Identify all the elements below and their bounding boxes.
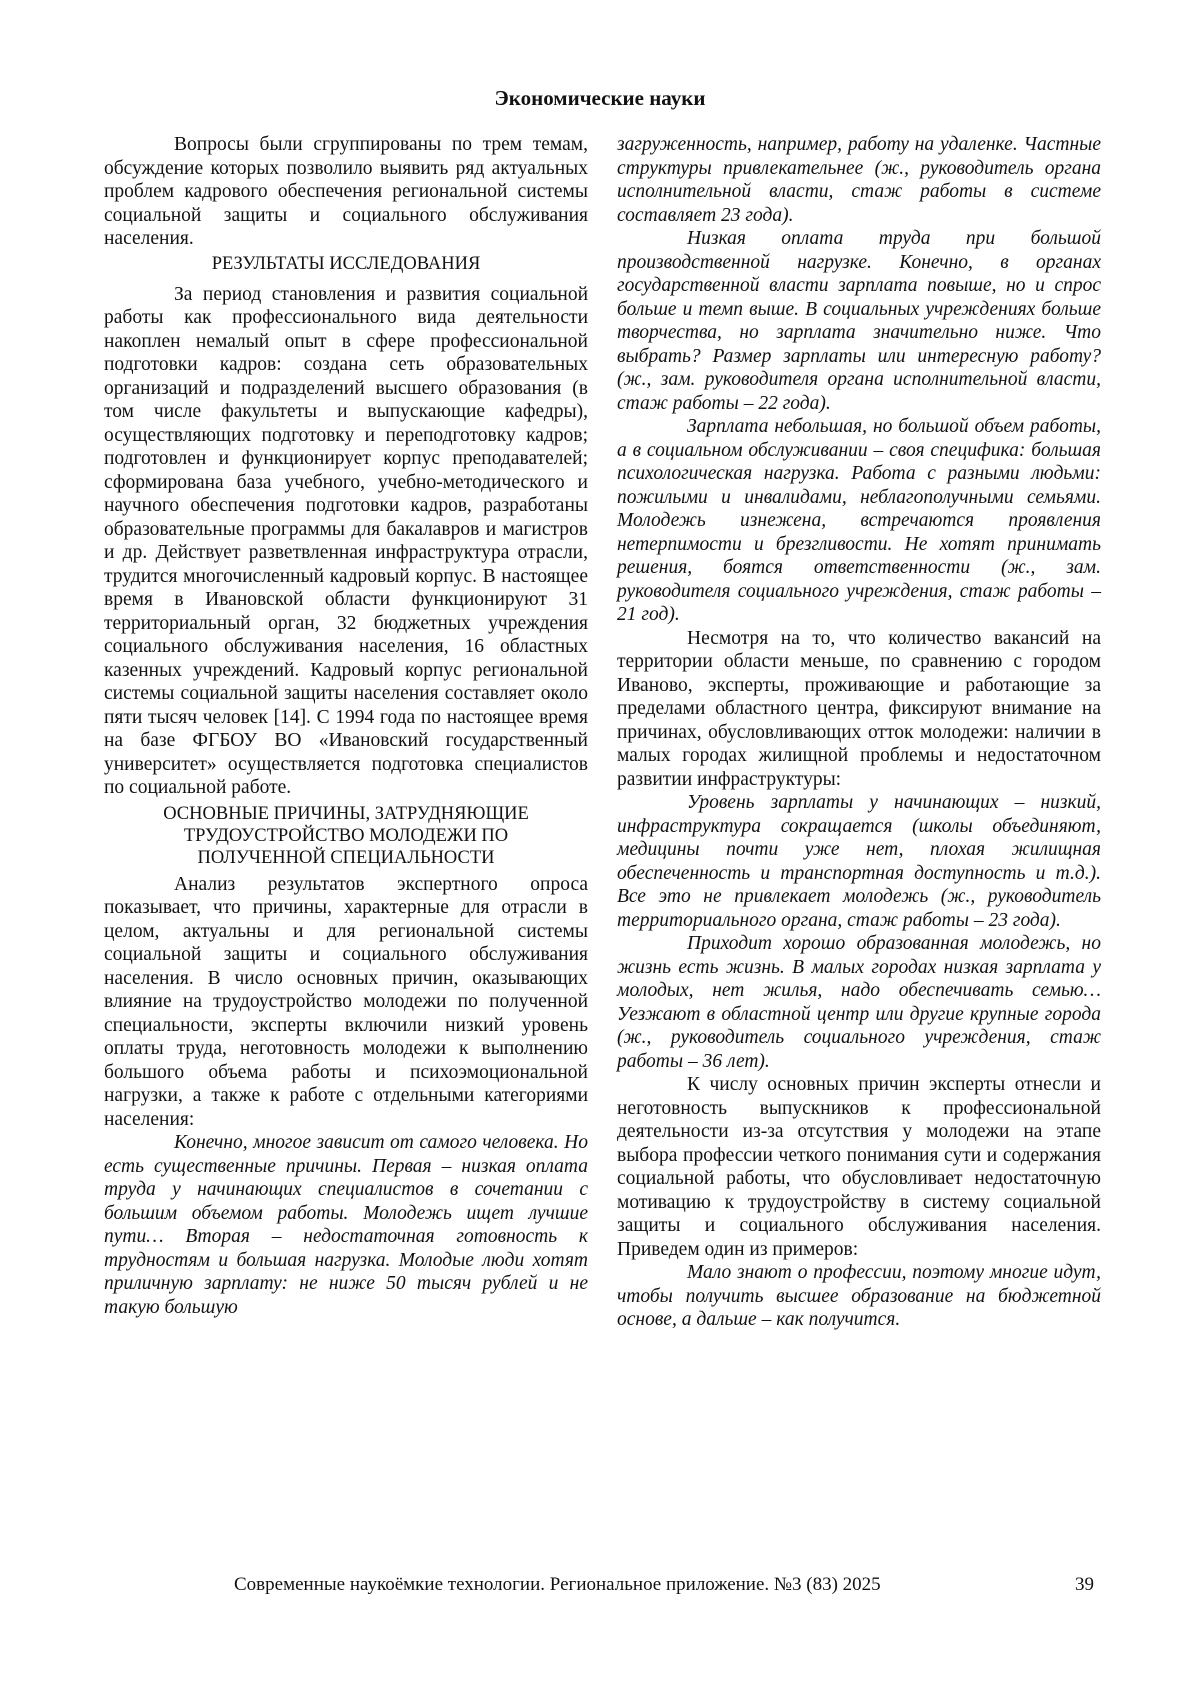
expert-quote-2: Низкая оплата труда при большой производственной нагрузке. Конечно, в органах государственной власти зарплата повыше, но и спрос больше и темп выше. В социальных учреждениях больше творчества, но зарплата значительно ниже. Что выбрать? Размер зарплаты или интересную работу? (ж., зам. руководителя органа исполнительной власти, стаж работы – 22 года).: [617, 228, 1101, 414]
right-column: [617, 133, 1101, 1332]
regional-paragraph: Несмотря на то, что количество вакансий на территории области меньше, по сравнению с городом Иваново, эксперты, проживающие и работающие за пределами областного центра, фиксируют внимание на причинах, обусловливающих отток молодежи: наличии в малых городах жилищной проблемы и недостаточном развитии инфраструктуры:: [617, 627, 1101, 790]
intro-paragraph: Вопросы были сгруппированы по трем темам, обсуждение которых позволило выявить ряд актуальных проблем кадрового обеспечения региональной системы социальной защиты и социального обслуживания населения.: [104, 134, 588, 249]
results-paragraph: За период становления и развития социальной работы как профессионального вида деятельности накоплен немалый опыт в сфере профессиональной подготовки кадров: создана сеть образовательных организаций и подразделений высшего образования (в том числе факультеты и выпускающие кафедры), осуществляющих подготовку и переподготовку кадров; подготовлен и функционирует корпус преподавателей; сформирована база учебного, учебно-методического и научного обеспечения подготовки кадров, разработаны образовательные программы для бакалавров и магистров и др. Действует разветвленная инфраструктура отрасли, трудится многочисленный кадровый корпус. В настоящее время в Ивановской области функционируют 31 территориальный орган, 32 бюджетных учреждения социального обслуживания населения, 16 областных казенных учреждений. Кадровый корпус региональной системы социальной защиты населения составляет около пяти тысяч человек [14]. С 1994 года по настоящее время на базе ФГБОУ ВО «Ивановский государственный университет» осуществляется подготовка специалистов по социальной работе.: [104, 283, 588, 798]
readiness-paragraph: К числу основных причин эксперты отнесли и неготовность выпускников к профессиональной деятельности из-за отсутствия у молодежи на этапе выбора профессии четкого понимания сути и содержания социальной работы, что обусловливает недостаточную мотивацию к трудоустройству в систему социальной защиты и социального обслуживания населения. Приведем один из примеров:: [617, 1074, 1101, 1260]
journal-title: Современные наукоёмкие технологии. Региональное приложение. №3 (83) 2025: [234, 1574, 881, 1595]
expert-quote-1-continued: загруженность, например, работу на удаленке. Частные структуры привлекательнее (ж., руководитель органа исполнительной власти, стаж работы в системе составляет 23 года).: [617, 134, 1101, 226]
analysis-paragraph: Анализ результатов экспертного опроса показывает, что причины, характерные для отрасли в целом, актуальны и для региональной системы социальной защиты и социального обслуживания населения. В число основных причин, оказывающих влияние на трудоустройство молодежи по полученной специальности, эксперты включили низкий уровень оплаты труда, неготовность молодежи к выполнению большого объема работы и психоэмоциональной нагрузки, а также к работе с отдельными категориями населения:: [104, 873, 588, 1130]
expert-quote-3: Зарплата небольшая, но большой объем работы, а в социальном обслуживании – своя специфика: большая психологическая нагрузка. Работа с разными людьми: пожилыми и инвалидами, неблагополучными семьями. Молодежь изнежена, встречаются проявления нетерпимости и брезгливости. Не хотят принимать решения, боятся ответственности (ж., зам. руководителя социального учреждения, стаж работы – 21 год).: [617, 416, 1101, 625]
expert-quote-4: Уровень зарплаты у начинающих – низкий, инфраструктура сокращается (школы объединяют, медицины почти уже нет, плохая жилищная обеспеченность и транспортная доступность и т.д.). Все это не привлекает молодежь (ж., руководитель территориального органа, стаж работы – 23 года).: [617, 792, 1101, 931]
left-column: [104, 133, 588, 1319]
section-heading-reasons: ОСНОВНЫЕ ПРИЧИНЫ, ЗАТРУДНЯЮЩИЕ ТРУДОУСТРОЙСТВО МОЛОДЕЖИ ПО ПОЛУЧЕННОЙ СПЕЦИАЛЬНОСТИ: [163, 803, 529, 868]
expert-quote-6: Мало знают о профессии, поэтому многие идут, чтобы получить высшее образование на бюджетной основе, а дальше – как получится.: [617, 1262, 1101, 1330]
expert-quote-1: Конечно, многое зависит от самого человека. Но есть существенные причины. Первая – низкая оплата труда у начинающих специалистов в сочетании с большим объемом работы. Молодежь ищет лучшие пути… Вторая – недостаточная готовность к трудностям и большая нагрузка. Молодые люди хотят приличную зарплату: не ниже 50 тысяч рублей и не такую большую: [104, 1132, 588, 1318]
page-header: Экономические науки: [494, 86, 706, 110]
section-heading-results: РЕЗУЛЬТАТЫ ИССЛЕДОВАНИЯ: [211, 253, 481, 274]
page-number: 39: [1075, 1574, 1094, 1595]
expert-quote-5: Приходит хорошо образованная молодежь, но жизнь есть жизнь. В малых городах низкая зарплата у молодых, нет жилья, надо обеспечивать семью…Уезжают в областной центр или другие крупные города (ж., руководитель социального учреждения, стаж работы – 36 лет).: [617, 933, 1101, 1072]
